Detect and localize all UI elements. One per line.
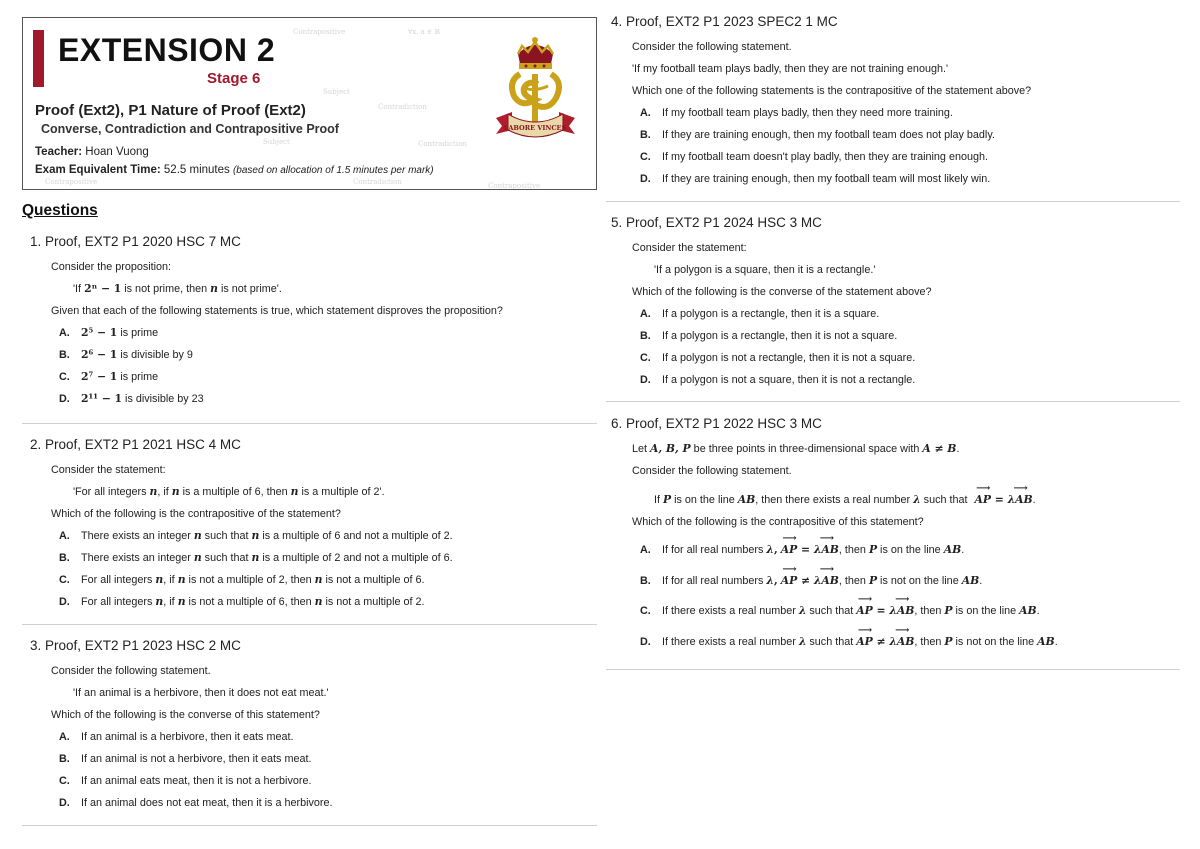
answer-option-c[interactable]: C. For all integers n, if n is not a multiple of 2, then n is not a multiple of 6.: [51, 573, 453, 588]
answer-option-d[interactable]: D. If they are training enough, then my football team will most likely win.: [632, 172, 1031, 187]
question-title: 2. Proof, EXT2 P1 2021 HSC 4 MC: [30, 437, 241, 452]
answer-option-c[interactable]: C. If there exists a real number λ such that ⟶ AP = ⟶ λAB, then P is on the line AB.: [632, 604, 1058, 619]
question-statement: 'If my football team plays badly, then they are not training enough.': [632, 63, 949, 75]
option-letter: B.: [640, 574, 651, 587]
question-intro: Consider the statement:: [632, 242, 747, 254]
divider: [606, 201, 1180, 202]
option-letter: A.: [640, 107, 651, 119]
question-prompt: Which one of the following statements is the contrapositive of the statement above?: [632, 85, 1032, 97]
option-letter: D.: [59, 393, 70, 405]
answer-option-c[interactable]: C. If a polygon is not a rectangle, then it is not a square.: [632, 351, 931, 366]
question-intro: Consider the statement:: [51, 464, 166, 476]
exam-time-value: 52.5 minutes: [163, 164, 230, 176]
question-intro-2: Consider the following statement.: [632, 465, 792, 477]
title-banner: [22, 17, 597, 190]
option-letter: A.: [59, 530, 70, 542]
brand-accent-bar: [33, 30, 44, 87]
option-letter: C.: [640, 352, 651, 364]
stage-label: Stage 6: [207, 70, 261, 87]
option-letter: D.: [59, 596, 70, 608]
divider: [22, 423, 597, 424]
topic-title: Proof (Ext2), P1 Nature of Proof (Ext2): [35, 102, 306, 119]
watermark-text: Subject: [323, 88, 350, 96]
watermark-text: ∀x, a ∈ ℝ: [408, 28, 441, 36]
answer-option-b[interactable]: B. If they are training enough, then my football team does not play badly.: [632, 128, 1031, 143]
watermark-text: Contrapositive: [293, 28, 346, 36]
question-6: [611, 416, 1058, 657]
option-letter: A.: [640, 544, 651, 556]
answer-option-a[interactable]: A. If for all real numbers λ, ⟶ AP = ⟶ λAB, then P is on the line AB.: [632, 543, 1058, 558]
answer-option-d[interactable]: D. If there exists a real number λ such that ⟶ AP ≠ ⟶ λAB, then P is not on the line AB.: [632, 635, 1058, 650]
answer-option-b[interactable]: B. If an animal is not a herbivore, then it eats meat.: [51, 752, 332, 767]
option-letter: B.: [640, 330, 651, 342]
option-letter: C.: [640, 605, 651, 617]
option-letter: A.: [59, 327, 70, 339]
watermark-text: Contradiction: [378, 103, 427, 111]
teacher-line: [35, 146, 149, 158]
question-2: [30, 437, 453, 617]
question-intro: Let A, B, P be three points in three-dimensional space with A ≠ B.: [632, 442, 960, 455]
answer-option-a[interactable]: A. If a polygon is a rectangle, then it is a square.: [632, 307, 931, 322]
answer-option-d[interactable]: D. For all integers n, if n is not a multiple of 6, then n is not a multiple of 2.: [51, 595, 453, 610]
option-letter: C.: [59, 574, 70, 586]
answer-option-d[interactable]: D. 2¹¹ − 1 is divisible by 23: [51, 392, 503, 407]
teacher-name: Hoan Vuong: [85, 146, 149, 158]
question-prompt: Which of the following is the converse of this statement?: [51, 709, 320, 721]
answer-option-c[interactable]: C. If an animal eats meat, then it is not a herbivore.: [51, 774, 332, 789]
divider: [606, 669, 1180, 670]
brand-title: EXTENSION 2: [58, 32, 276, 68]
answer-option-a[interactable]: A. 2⁵ − 1 is prime: [51, 326, 503, 341]
option-letter: B.: [59, 753, 70, 765]
option-letter: C.: [640, 151, 651, 163]
question-statement: 'If an animal is a herbivore, then it does not eat meat.': [73, 687, 329, 699]
question-prompt: Which of the following is the contrapositive of the statement?: [51, 508, 341, 520]
question-intro: Consider the following statement.: [51, 665, 211, 677]
answer-option-a[interactable]: A. If an animal is a herbivore, then it eats meat.: [51, 730, 332, 745]
divider: [22, 624, 597, 625]
answer-option-d[interactable]: D. If an animal does not eat meat, then it is a herbivore.: [51, 796, 332, 811]
question-title: 5. Proof, EXT2 P1 2024 HSC 3 MC: [611, 215, 822, 230]
question-intro: Consider the following statement.: [632, 41, 792, 53]
question-title: 1. Proof, EXT2 P1 2020 HSC 7 MC: [30, 234, 241, 249]
question-statement: 'If 2ⁿ − 1 is not prime, then n is not prime'.: [73, 282, 282, 295]
option-letter: B.: [59, 552, 70, 564]
school-crest-logo: [488, 26, 583, 151]
watermark-text: Contrapositive: [45, 178, 98, 186]
option-letter: C.: [59, 371, 70, 383]
watermark-text: Contradiction: [418, 140, 467, 148]
watermark-text: Contradiction: [353, 178, 402, 186]
exam-time-line: [35, 164, 434, 176]
subtopic-title: Converse, Contradiction and Contrapositive Proof: [41, 122, 339, 136]
question-prompt: Given that each of the following statements is true, which statement disproves the proposition?: [51, 305, 503, 317]
option-letter: D.: [59, 797, 70, 809]
answer-option-b[interactable]: B. If a polygon is a rectangle, then it is not a square.: [632, 329, 931, 344]
divider: [22, 825, 597, 826]
exam-time-note: (based on allocation of 1.5 minutes per mark): [232, 165, 434, 176]
question-prompt: Which of the following is the contrapositive of this statement?: [632, 515, 924, 528]
question-statement: 'If a polygon is a square, then it is a rectangle.': [654, 264, 876, 276]
answer-option-b[interactable]: B. If for all real numbers λ, ⟶ AP ≠ ⟶ λAB, then P is not on the line AB.: [632, 574, 1058, 589]
watermark-text: Subject: [263, 138, 290, 146]
option-letter: C.: [59, 775, 70, 787]
option-letter: D.: [640, 173, 651, 185]
answer-option-c[interactable]: C. 2⁷ − 1 is prime: [51, 370, 503, 385]
question-intro: Consider the proposition:: [51, 261, 172, 273]
question-1: [30, 234, 503, 414]
exam-time-label: Exam Equivalent Time:: [35, 164, 161, 176]
answer-option-b[interactable]: B. There exists an integer n such that n is a multiple of 2 and not a multiple of 6.: [51, 551, 453, 566]
question-3: [30, 638, 332, 818]
questions-heading: Questions: [22, 202, 98, 219]
question-statement: If P is on the line AB, then there exists a real number λ such that ⟶ AP = ⟶ λAB.: [654, 482, 1036, 506]
crest-motto: LABORE VINCES: [503, 124, 567, 132]
teacher-label: Teacher:: [35, 146, 83, 158]
option-letter: D.: [640, 635, 651, 648]
option-letter: A.: [59, 731, 70, 743]
question-prompt: Which of the following is the converse of the statement above?: [632, 286, 932, 298]
question-statement: 'For all integers n, if n is a multiple of 6, then n is a multiple of 2'.: [73, 485, 385, 498]
answer-option-a[interactable]: A. There exists an integer n such that n is a multiple of 6 and not a multiple of 2.: [51, 529, 453, 544]
answer-option-d[interactable]: D. If a polygon is not a square, then it is not a rectangle.: [632, 373, 931, 388]
answer-option-c[interactable]: C. If my football team doesn't play badly, then they are training enough.: [632, 150, 1031, 165]
question-title: 3. Proof, EXT2 P1 2023 HSC 2 MC: [30, 638, 241, 653]
option-letter: B.: [640, 129, 651, 141]
option-letter: B.: [59, 349, 70, 361]
option-letter: A.: [640, 308, 651, 320]
watermark-text: Contrapositive: [488, 182, 541, 190]
option-letter: D.: [640, 374, 651, 386]
question-4: [611, 14, 1031, 194]
question-title: 4. Proof, EXT2 P1 2023 SPEC2 1 MC: [611, 14, 838, 29]
answer-option-b[interactable]: B. 2⁶ − 1 is divisible by 9: [51, 348, 503, 363]
question-title: 6. Proof, EXT2 P1 2022 HSC 3 MC: [611, 416, 822, 431]
question-5: [611, 215, 931, 395]
divider: [606, 401, 1180, 402]
answer-option-a[interactable]: A. If my football team plays badly, then they need more training.: [632, 106, 1031, 121]
